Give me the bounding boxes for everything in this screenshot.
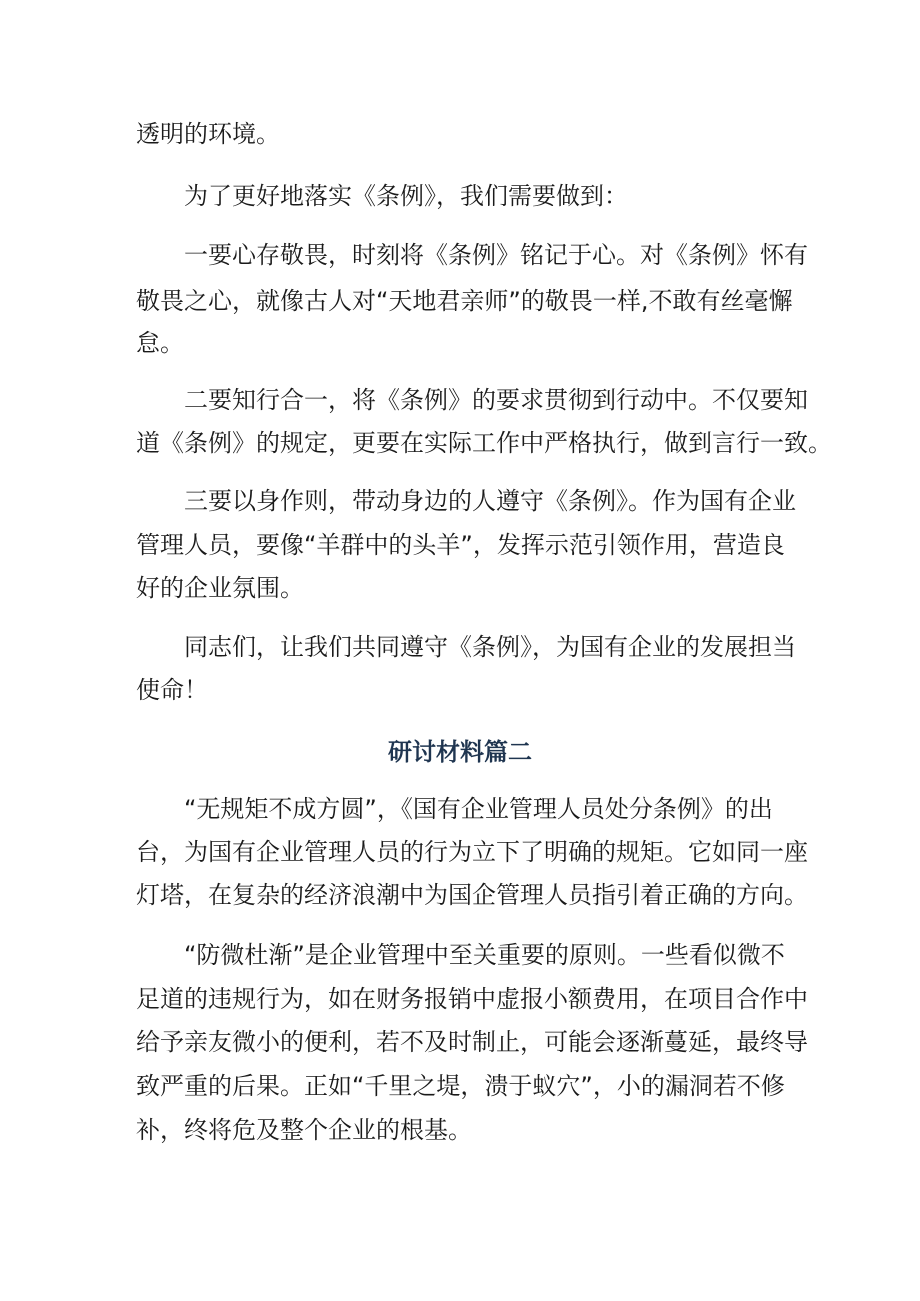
paragraph-line: 为了更好地落实《条例》，我们需要做到：: [184, 182, 628, 210]
paragraph-line: 致严重的后果。正如“千里之堤，溃于蚁穴”，小的漏洞若不修: [136, 1072, 785, 1100]
paragraph-line: 敬畏之心，就像古人对“天地君亲师”的敬畏一样,不敢有丝毫懈: [136, 287, 793, 315]
paragraph-line: 使命！: [136, 676, 208, 704]
paragraph-line: 一要心存敬畏，时刻将《条例》铭记于心。对《条例》怀有: [184, 241, 808, 269]
paragraph-line: 透明的环境。: [136, 120, 280, 148]
paragraph-line: 足道的违规行为，如在财务报销中虚报小额费用，在项目合作中: [136, 985, 808, 1013]
paragraph-line: 道《条例》的规定，更要在实际工作中严格执行，做到言行一致。: [136, 429, 832, 457]
paragraph-line: “防微杜渐”是企业管理中至关重要的原则。一些看似微不: [184, 941, 785, 969]
paragraph-line: “无规矩不成方圆”，《国有企业管理人员处分条例》的出: [184, 795, 773, 823]
paragraph-line: 给予亲友微小的便利，若不及时制止，可能会逐渐蔓延，最终导: [136, 1028, 808, 1056]
paragraph-line: 补，终将危及整个企业的根基。: [136, 1116, 472, 1144]
paragraph-line: 管理人员，要像“羊群中的头羊”，发挥示范引领作用，营造良: [136, 531, 785, 559]
section-heading: 研讨材料篇二: [388, 738, 532, 766]
paragraph-line: 同志们，让我们共同遵守《条例》，为国有企业的发展担当: [184, 633, 796, 661]
paragraph-line: 好的企业氛围。: [136, 574, 304, 602]
paragraph-line: 三要以身作则，带动身边的人遵守《条例》。作为国有企业: [184, 487, 796, 515]
paragraph-line: 怠。: [136, 329, 184, 357]
paragraph-line: 灯塔，在复杂的经济浪潮中为国企管理人员指引着正确的方向。: [136, 881, 808, 909]
paragraph-line: 二要知行合一，将《条例》的要求贯彻到行动中。不仅要知: [184, 386, 808, 414]
paragraph-line: 台，为国有企业管理人员的行为立下了明确的规矩。它如同一座: [136, 838, 808, 866]
